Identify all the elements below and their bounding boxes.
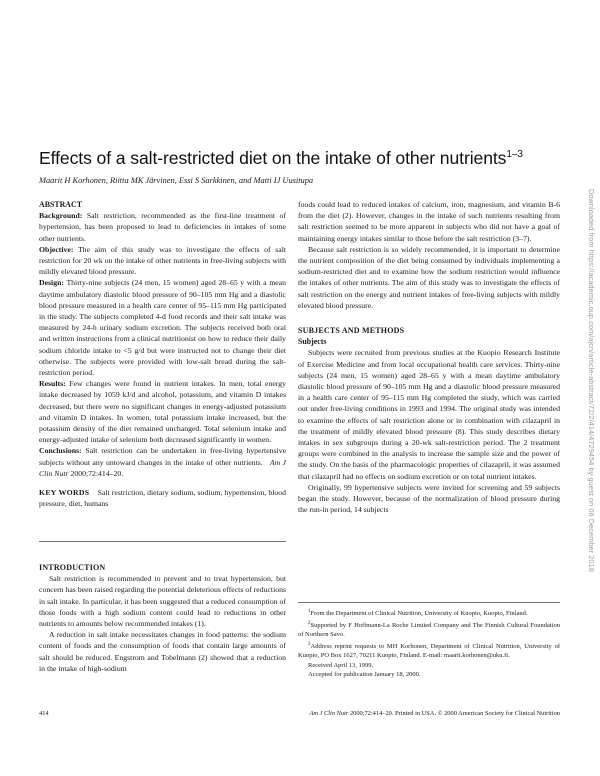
body-paragraph: Because salt restriction is so widely recommended, it is important to determine the nutrient composition of the diet being consumed by individuals implementing a sodium-restricted diet and to examine how the sodium restriction would influence the intakes of other nutrients. The aim of this study was to investigate the effects of salt restriction on the energy and nutrient intakes of free-living subjects with mildly elevated blood pressure. xyxy=(298,244,560,310)
article-title: Effects of a salt-restricted diet on the intake of other nutrients$^{1-3}$ xyxy=(39,148,523,168)
introduction-paragraph: Salt restriction is recommended to prevent and to treat hypertension, but concern has been raised regarding the potential deleterious effects of reductions in salt intake. In particular, it has been suggested that a reduced consumption of those foods with a high sodium content could lead to reductions in other nutrients to amounts below recommended intakes (1). xyxy=(39,574,286,629)
body-paragraph: Originally, 99 hypertensive subjects were invited for screening and 59 subjects began the study. However, because of the normalization of blood pressure during the run-in period, 14 subjects xyxy=(298,482,560,515)
abstract-results: Results: Few changes were found in nutrient intakes. In men, total energy intake decreased by 1059 kJ/d and alcohol, potassium, and vitamin D intakes decreased, but there were no significant changes in energy-adjusted potassium and vitamin D intakes. In women, total potassium intake increased, but the potassium density of the diet remained unchanged. Total selenium intake and energy-adjusted intake of selenium both decreased significantly in women. xyxy=(39,379,286,445)
abstract-divider xyxy=(39,541,286,542)
accepted-date: Accepted for publication January 18, 2000. xyxy=(308,671,421,679)
subjects-heading: Subjects xyxy=(298,337,327,347)
footnote-support: $^2$Supported by F Hoffmann-La Roche Limited Company and The Finnish Cultural Foundation of Northern Savo. xyxy=(298,620,560,639)
introduction-heading: INTRODUCTION xyxy=(39,563,106,572)
abstract-citation-details: 2000;72:414–20. xyxy=(70,468,124,478)
body-paragraph: Subjects were recruited from previous studies at the Kuopio Research Institute of Exercise Medicine and from local occupational health care services. Thirty-nine subjects (24 men, 15 women) aged 28–65 y with a mean daytime ambulatory diastolic blood pressure of 90–105 mm Hg and a diastolic blood pressure measured in a health care center of 95–115 mm Hg completed the study, which was carried out under free-living conditions in 1993 and 1994. The original study was intended to examine the effects of salt restriction alone or in combination with cilazapril in the treatment of mildly elevated blood pressure (8). This study describes dietary intakes in sex subgroups during a 20-wk salt-restriction period. The 2 treatment groups were combined in the analysis to increase the sample size and the power of the study. On the basis of the pharmacologic properties of cilazapril, it was assumed that cilazapril had no effects on sodium excretion or on total nutrient intakes. xyxy=(298,348,560,481)
page-number: 414 xyxy=(39,710,49,717)
methods-heading: SUBJECTS AND METHODS xyxy=(298,326,405,336)
introduction-section xyxy=(39,562,286,674)
footnotes xyxy=(298,602,560,680)
journal-citation: Am J Clin Nutr 2000;72:414–20. Printed in USA. © 2000 American Society for Clinical Nutrition xyxy=(309,710,560,717)
footnote-affiliation: $^1$From the Department of Clinical Nutrition, University of Kuopio, Kuopio, Finland. xyxy=(308,609,528,618)
introduction-paragraph: A reduction in salt intake necessitates changes in food patterns: the sodium content of foods and the consumption of foods that contain large amounts of salt should be reduced. Engstrom and Tobelmann (2) showed that a reduction in the intake of high-sodium xyxy=(39,630,286,673)
title-superscript: 1–3 xyxy=(506,149,523,160)
abstract-column xyxy=(39,199,286,509)
abstract-background: Background: Salt restriction, recommended as the first-line treatment of hypertension, has been proposed to lead to deficiencies in intakes of some other nutrients. xyxy=(39,211,286,243)
body-paragraph: foods could lead to reduced intakes of calcium, iron, magnesium, and vitamin B-6 from the diet (2). However, changes in the intake of such nutrients resulting from salt restriction seemed to be more apparent in subjects who did not have a goal of maintaining energy intakes similar to those before the salt restriction (3–7). xyxy=(298,200,560,243)
abstract-design: Design: Thirty-nine subjects (24 men, 15 women) aged 28–65 y with a mean daytime ambulatory diastolic blood pressure of 90–105 mm Hg and a diastolic blood pressure measured in a health care center of 95–115 mm Hg participated in the study. The subjects completed 4-d food records and their salt intake was measured by 24-h urinary sodium excretion. The subjects received both oral and written instructions from a clinical nutritionist on how to reduce their daily sodium chloride intake to <5 g/d but were instructed not to change their diet otherwise. The subjects were provided with low-salt bread during the salt-restriction period. xyxy=(39,278,286,378)
right-column xyxy=(298,199,560,515)
keywords: KEY WORDS Salt restriction, dietary sodium, sodium, hypertension, blood pressure, diet, humans xyxy=(39,488,287,509)
abstract-conclusions: Conclusions: Salt restriction can be undertaken in free-living hypertensive subjects without any untoward changes in the intake of other nutrients. Am J Clin Nutr 2000;72:414–20. xyxy=(39,446,287,478)
abstract-objective: Objective: The aim of this study was to investigate the effects of salt restriction for 20 wk on the intake of other nutrients in free-living subjects with mildly elevated blood pressure. xyxy=(39,244,286,277)
abstract-heading: ABSTRACT xyxy=(39,200,82,209)
download-watermark: Downloaded from https://academic.oup.com/ajcn/article-abstract/72/2/414/4729454 by guest on 06 December 2018 xyxy=(587,189,596,572)
received-date: Received April 13, 1999. xyxy=(308,661,374,669)
author-list: Maarit H Korhonen, Riitta MK Järvinen, Essi S Sarkkinen, and Matti IJ Uusitupa xyxy=(39,176,314,185)
abstract-citation-journal: Am J Clin Nutr xyxy=(39,457,286,478)
footnote-reprints: $^3$Address reprint requests to MH Korhonen, Department of Clinical Nutrition, University of Kuopio, PO Box 1627, 70211 Kuopio, Finland. E-mail: maarit.korhonen@uku.fi. xyxy=(298,641,560,660)
